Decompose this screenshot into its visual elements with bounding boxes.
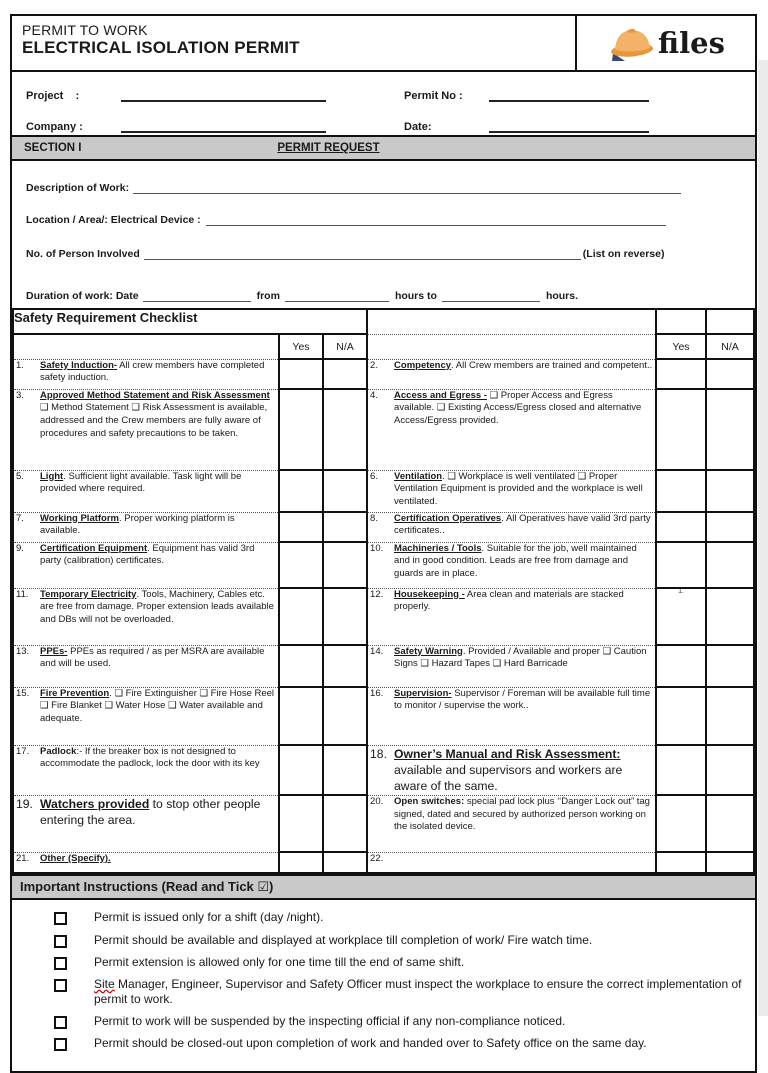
tick-cell-na-21[interactable]	[323, 852, 367, 873]
checklist-row	[13, 687, 754, 745]
item-number: 11.	[16, 588, 29, 600]
item-title: Temporary Electricity	[40, 588, 137, 600]
item-number: 5.	[16, 470, 24, 482]
tick-cell-na-20[interactable]	[706, 795, 754, 852]
tick-cell-na-16[interactable]	[706, 687, 754, 745]
checklist-title-row	[13, 309, 754, 334]
section-title: PERMIT REQUEST	[277, 142, 380, 154]
description-blank-line[interactable]	[133, 181, 681, 194]
item-number: 4.	[370, 389, 378, 401]
permit-document	[10, 14, 757, 1073]
instruction-item	[54, 933, 743, 949]
checklist-item-6	[367, 470, 656, 512]
item-number: 17.	[16, 745, 30, 757]
tick-cell-yes-4[interactable]	[656, 389, 706, 470]
stray-mark: 1.	[678, 588, 684, 595]
item-title: Padlock	[40, 745, 77, 757]
item-number: 16.	[370, 687, 384, 699]
item-number: 22.	[370, 852, 384, 864]
na-header-right: N/A	[706, 334, 754, 359]
item-text: Competency. All Crew members are trained and competent..	[394, 359, 653, 371]
tick-cell-na-5[interactable]	[323, 470, 367, 512]
checklist-item-14	[367, 645, 656, 687]
checklist-body	[13, 309, 754, 873]
item-text: Approved Method Statement and Risk Assessment ❑ Method Statement ❑ Risk Assessment is available, addressed and the Crew members are fully aware of procedures and safety precautions to be taken.	[40, 389, 270, 439]
hours-to-label: hours to	[394, 290, 437, 302]
tick-cell-yes-3[interactable]	[279, 389, 323, 470]
tick-cell-na-2[interactable]	[706, 359, 754, 389]
checklist-item-11	[13, 588, 279, 645]
checklist-row	[13, 588, 754, 645]
checklist-item-13	[13, 645, 279, 687]
safety-checklist-table	[12, 308, 755, 874]
tick-cell-yes-10[interactable]	[656, 542, 706, 588]
item-number: 21.	[16, 852, 30, 864]
tick-cell-yes-15[interactable]	[279, 687, 323, 745]
to-blank[interactable]	[442, 289, 540, 302]
checklist-row	[13, 645, 754, 687]
instruction-text: Permit is issued only for a shift (day /night).	[94, 910, 324, 925]
item-text: Safety Warning. Provided / Available and proper ❑ Caution Signs ❑ Hazard Tapes ❑ Hard Barricade	[394, 645, 647, 670]
item-text	[40, 853, 278, 866]
blank-cell	[13, 334, 279, 359]
item-text: PPEs- PPEs as required / as per MSRA are available and will be used.	[40, 645, 265, 670]
item-number: 15.	[16, 687, 30, 699]
checklist-row	[13, 852, 754, 873]
instruction-item	[54, 910, 743, 926]
duration-label: Duration of work: Date	[26, 290, 139, 302]
project-label: Project :	[26, 90, 80, 102]
item-title: Ventilation	[394, 470, 443, 482]
persons-suffix: (List on reverse)	[582, 248, 665, 260]
item-text: Light. Sufficient light available. Task light will be provided where required.	[40, 470, 242, 495]
yes-header-right: Yes	[656, 334, 706, 359]
checklist-row	[13, 795, 754, 852]
checklist-item-10	[367, 542, 656, 588]
location-blank-line[interactable]	[206, 213, 666, 226]
instructions-list	[12, 900, 755, 1070]
important-instructions-section	[12, 874, 755, 1070]
tick-cell-yes-17[interactable]	[279, 745, 323, 795]
tick-cell-na-14[interactable]	[706, 645, 754, 687]
instruction-checkbox-2[interactable]	[54, 935, 67, 948]
tick-cell-na-9[interactable]	[323, 542, 367, 588]
tick-cell-na-11[interactable]	[323, 588, 367, 645]
tick-cell-na-15[interactable]	[323, 687, 367, 745]
checklist-header-row	[13, 334, 754, 359]
duration-row	[26, 289, 741, 302]
instruction-text: Permit should be closed-out upon completion of work and handed over to Safety office on the same day.	[94, 1036, 647, 1051]
instruction-item	[54, 1014, 743, 1030]
item-text: Working Platform. Proper working platform is available.	[40, 512, 235, 537]
checklist-item-17	[13, 745, 279, 795]
item-number: 19.	[16, 796, 33, 811]
item-number: 2.	[370, 359, 378, 371]
tick-cell-yes-9[interactable]	[279, 542, 323, 588]
item-title: Machineries / Tools	[394, 542, 482, 554]
item-title: Light	[40, 470, 64, 482]
item-title: Safety Induction-	[40, 359, 118, 371]
tick-cell-na-19[interactable]	[323, 795, 367, 852]
tick-cell-yes-19[interactable]	[279, 795, 323, 852]
item-text: Safety Induction- All crew members have completed safety induction.	[40, 359, 265, 384]
company-blank-line[interactable]	[121, 117, 326, 133]
checklist-item-4	[367, 389, 656, 470]
permit-no-label: Permit No :	[404, 90, 463, 102]
item-text: Supervision- Supervisor / Foreman will be available full time to monitor / supervise the work..	[394, 687, 651, 712]
hardhat-icon	[607, 23, 659, 63]
tick-cell-yes-22[interactable]	[656, 852, 706, 873]
tick-cell-yes-14[interactable]	[656, 645, 706, 687]
instruction-checkbox-3[interactable]	[54, 957, 67, 970]
checklist-row	[13, 359, 754, 389]
tick-cell-yes-21[interactable]	[279, 852, 323, 873]
duration-date-blank[interactable]	[143, 289, 251, 302]
company-logo	[575, 16, 755, 70]
instruction-text: Site Manager, Engineer, Supervisor and Safety Officer must inspect the workplace to ensure the correct implementation of permit to work.	[94, 976, 742, 1007]
item-text: Access and Egress - ❑ Proper Access and Egress available. ❑ Existing Access/Egress closed and alternative Access/Egress provided.	[394, 389, 642, 426]
checklist-item-20	[367, 795, 656, 852]
checklist-row	[13, 389, 754, 470]
tick-cell-na-6[interactable]	[706, 470, 754, 512]
meta-row-2	[26, 111, 755, 133]
description-label: Description of Work:	[26, 182, 130, 194]
item-title: Other (Specify).	[40, 852, 111, 864]
tick-cell-na-22[interactable]	[706, 852, 754, 873]
checklist-row	[13, 745, 754, 795]
item-text	[394, 853, 655, 866]
logo-wordmark: files	[658, 25, 725, 60]
section-label: SECTION I	[24, 142, 82, 154]
na-header-left: N/A	[323, 334, 367, 359]
meta-fields	[12, 72, 755, 135]
tick-cell-na-18[interactable]	[706, 745, 754, 795]
checklist-item-1	[13, 359, 279, 389]
company-label: Company :	[26, 121, 83, 133]
item-number: 14.	[370, 645, 384, 657]
tick-cell-na-7[interactable]	[323, 512, 367, 542]
item-text: Housekeeping - Area clean and materials are stacked properly.	[394, 588, 624, 613]
location-label: Location / Area/: Electrical Device :	[26, 214, 201, 226]
item-number: 6.	[370, 470, 378, 482]
checklist-item-5	[13, 470, 279, 512]
item-title: Supervision-	[394, 687, 452, 699]
tick-cell-yes-1[interactable]	[279, 359, 323, 389]
misspelled-word: Site	[94, 976, 115, 991]
tick-cell-yes-7[interactable]	[279, 512, 323, 542]
instruction-text: Permit should be available and displayed at workplace till completion of work/ Fire watch time.	[94, 932, 593, 947]
permit-no-blank-line[interactable]	[489, 86, 649, 102]
item-title: Certification Operatives	[394, 512, 502, 524]
hours-label: hours.	[545, 290, 579, 302]
item-number: 18.	[370, 746, 387, 761]
checklist-title: Safety Requirement Checklist	[13, 309, 367, 334]
persons-row	[26, 247, 741, 260]
checklist-row	[13, 542, 754, 588]
yes-header-left: Yes	[279, 334, 323, 359]
item-number: 8.	[370, 512, 378, 524]
checklist-item-3	[13, 389, 279, 470]
item-number: 13.	[16, 645, 30, 657]
blank-cell	[367, 334, 656, 359]
item-title: Housekeeping -	[394, 588, 465, 600]
tick-cell-yes-16[interactable]	[656, 687, 706, 745]
tick-cell-na-3[interactable]	[323, 389, 367, 470]
checklist-item-22	[367, 852, 656, 873]
checklist-item-9	[13, 542, 279, 588]
blank-tick-cell[interactable]	[706, 309, 754, 334]
tick-cell-yes-12[interactable]	[656, 588, 706, 645]
checklist-item-7	[13, 512, 279, 542]
checklist-item-16	[367, 687, 656, 745]
meta-row-1	[26, 80, 755, 102]
item-title: Working Platform	[40, 512, 119, 524]
blank-cell	[367, 309, 656, 334]
checklist-item-19	[13, 795, 279, 852]
instruction-checkbox-6[interactable]	[54, 1038, 67, 1051]
item-number: 1.	[16, 359, 24, 371]
item-number: 12.	[370, 588, 384, 600]
checklist-item-18	[367, 745, 656, 795]
location-row	[26, 213, 741, 226]
item-title: PPEs-	[40, 645, 68, 657]
tick-cell-yes-18[interactable]	[656, 745, 706, 795]
checklist-item-21	[13, 852, 279, 873]
doc-subtitle: PERMIT TO WORK	[22, 22, 148, 38]
instruction-checkbox-4[interactable]	[54, 979, 67, 992]
instruction-item	[54, 977, 743, 1008]
tick-cell-yes-11[interactable]	[279, 588, 323, 645]
instruction-text: Permit to work will be suspended by the inspecting official if any non-compliance noticed.	[94, 1014, 566, 1029]
checklist-item-15	[13, 687, 279, 745]
from-blank[interactable]	[285, 289, 389, 302]
item-text: Temporary Electricity. Tools, Machinery, Cables etc. are free from damage. Proper extension leads available and DBs will not be overloaded.	[40, 588, 274, 625]
blank-tick-cell[interactable]	[656, 309, 706, 334]
item-title: Certification Equipment	[40, 542, 148, 554]
item-text: Watchers provided to stop other people entering the area.	[40, 796, 261, 828]
tick-cell-yes-2[interactable]	[656, 359, 706, 389]
item-number: 7.	[16, 512, 24, 524]
item-text: Open switches: special pad lock plus ‘‘Danger Lock out” tag signed, dated and secured by authorized person working on the isolated device.	[394, 795, 650, 833]
instruction-text: Permit extension is allowed only for one time till the end of same shift.	[94, 954, 465, 969]
date-label: Date:	[404, 121, 432, 133]
from-label: from	[256, 290, 280, 302]
section-bar	[12, 135, 755, 161]
checklist-item-12	[367, 588, 656, 645]
tick-cell-yes-5[interactable]	[279, 470, 323, 512]
tick-cell-na-4[interactable]	[706, 389, 754, 470]
item-text: Ventilation. ❑ Workplace is well ventilated ❑ Proper Ventilation Equipment is provided and the workplace is well ventilated.	[394, 470, 643, 507]
persons-label: No. of Person Involved	[26, 248, 140, 260]
item-number: 3.	[16, 389, 24, 401]
doc-title: ELECTRICAL ISOLATION PERMIT	[22, 38, 300, 57]
tick-cell-na-13[interactable]	[323, 645, 367, 687]
instruction-item	[54, 1036, 743, 1052]
tick-cell-yes-13[interactable]	[279, 645, 323, 687]
item-title: Watchers provided	[40, 796, 150, 811]
tick-cell-yes-20[interactable]	[656, 795, 706, 852]
item-text: Machineries / Tools. Suitable for the job, well maintained and in good condition. Leads are free from damage and guards are in place.	[394, 542, 637, 579]
document-header	[12, 16, 755, 72]
item-title: Safety Warning	[394, 645, 463, 657]
item-title: Competency	[394, 359, 452, 371]
item-title: Access and Egress -	[394, 389, 487, 401]
item-title: Fire Prevention	[40, 687, 110, 699]
item-number: 20.	[370, 795, 384, 807]
item-text: Padlock:- If the breaker box is not designed to accommodate the padlock, lock the door with its key	[40, 745, 260, 770]
item-number: 10.	[370, 542, 384, 554]
tick-cell-na-17[interactable]	[323, 745, 367, 795]
persons-blank-line[interactable]	[144, 247, 581, 260]
item-title: Owner’s Manual and Risk Assessment:	[394, 746, 621, 761]
instruction-item	[54, 955, 743, 971]
checklist-row	[13, 470, 754, 512]
description-row	[26, 181, 741, 194]
date-blank-line[interactable]	[489, 117, 649, 133]
permit-request-section	[12, 161, 755, 303]
title-block	[12, 16, 575, 70]
item-text: Certification Equipment. Equipment has valid 3rd party (calibration) certificates.	[40, 542, 255, 567]
instructions-title: Important Instructions (Read and Tick ☑)	[12, 874, 755, 900]
tick-cell-yes-8[interactable]	[656, 512, 706, 542]
item-title: Open switches:	[394, 795, 465, 807]
scan-shadow-edge	[758, 60, 768, 1016]
tick-cell-na-1[interactable]	[323, 359, 367, 389]
instruction-checkbox-5[interactable]	[54, 1016, 67, 1029]
item-number: 9.	[16, 542, 24, 554]
tick-cell-na-10[interactable]	[706, 542, 754, 588]
tick-cell-yes-6[interactable]	[656, 470, 706, 512]
checklist-row	[13, 512, 754, 542]
item-text: Certification Operatives. All Operatives have valid 3rd party certificates..	[394, 512, 651, 537]
instruction-checkbox-1[interactable]	[54, 912, 67, 925]
checklist-item-2	[367, 359, 656, 389]
tick-cell-na-12[interactable]	[706, 588, 754, 645]
item-title: Approved Method Statement and Risk Assessment	[40, 389, 270, 401]
item-text: Owner’s Manual and Risk Assessment: available and supervisors and workers are aware of the same.	[394, 746, 623, 794]
tick-cell-na-8[interactable]	[706, 512, 754, 542]
checklist-item-8	[367, 512, 656, 542]
project-blank-line[interactable]	[121, 86, 326, 102]
item-text: Fire Prevention. ❑ Fire Extinguisher ❑ Fire Hose Reel ❑ Fire Blanket ❑ Water Hose ❑ Water available and adequate.	[40, 687, 275, 724]
